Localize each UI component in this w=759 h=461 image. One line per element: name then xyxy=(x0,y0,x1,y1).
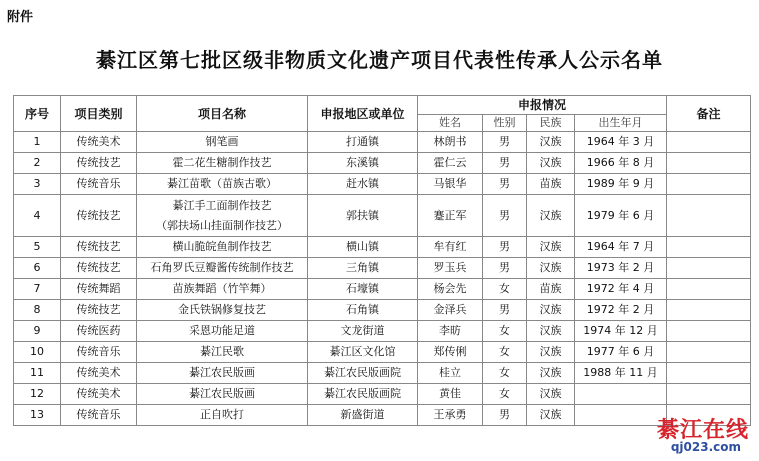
cell-birth: 1964 年 3 月 xyxy=(575,132,667,153)
cell-name: 杨会先 xyxy=(418,279,483,300)
table-row xyxy=(14,321,751,342)
table-row xyxy=(14,363,751,384)
cell-ethnicity: 汉族 xyxy=(527,405,575,426)
cell-no: 3 xyxy=(14,174,61,195)
cell-remarks xyxy=(667,237,751,258)
cell-region: 郭扶镇 xyxy=(308,195,418,237)
cell-name: 马银华 xyxy=(418,174,483,195)
cell-birth: 1974 年 12 月 xyxy=(575,321,667,342)
cell-remarks xyxy=(667,279,751,300)
cell-region: 横山镇 xyxy=(308,237,418,258)
cell-no: 10 xyxy=(14,342,61,363)
cell-ethnicity: 汉族 xyxy=(527,321,575,342)
cell-no: 5 xyxy=(14,237,61,258)
cell-gender: 女 xyxy=(483,321,527,342)
cell-name: 王承勇 xyxy=(418,405,483,426)
table-row xyxy=(14,153,751,174)
table-row xyxy=(14,174,751,195)
cell-region: 石角镇 xyxy=(308,300,418,321)
cell-region: 綦江农民版画院 xyxy=(308,384,418,405)
cell-region: 东溪镇 xyxy=(308,153,418,174)
table-row xyxy=(14,195,751,237)
cell-project: 綦江民歌 xyxy=(137,342,308,363)
cell-remarks xyxy=(667,153,751,174)
cell-birth: 1979 年 6 月 xyxy=(575,195,667,237)
cell-ethnicity: 汉族 xyxy=(527,195,575,237)
cell-birth: 1989 年 9 月 xyxy=(575,174,667,195)
site-watermark xyxy=(621,413,751,457)
cell-category: 传统美术 xyxy=(61,132,137,153)
cell-remarks xyxy=(667,363,751,384)
cell-category: 传统音乐 xyxy=(61,405,137,426)
cell-region: 綦江农民版画院 xyxy=(308,363,418,384)
cell-project: 苗族舞蹈（竹竿舞） xyxy=(137,279,308,300)
cell-name: 桂立 xyxy=(418,363,483,384)
cell-name: 霍仁云 xyxy=(418,153,483,174)
cell-no: 4 xyxy=(14,195,61,237)
cell-name: 金泽兵 xyxy=(418,300,483,321)
cell-no: 8 xyxy=(14,300,61,321)
cell-project: 采恩功能足道 xyxy=(137,321,308,342)
cell-region: 打通镇 xyxy=(308,132,418,153)
cell-project: 钢笔画 xyxy=(137,132,308,153)
cell-category: 传统技艺 xyxy=(61,258,137,279)
cell-no: 11 xyxy=(14,363,61,384)
cell-project xyxy=(137,195,308,237)
cell-region: 三角镇 xyxy=(308,258,418,279)
cell-category: 传统技艺 xyxy=(61,237,137,258)
cell-gender: 男 xyxy=(483,153,527,174)
cell-project: 綦江农民版画 xyxy=(137,363,308,384)
cell-birth: 1972 年 2 月 xyxy=(575,300,667,321)
cell-remarks xyxy=(667,132,751,153)
header-region: 申报地区或单位 xyxy=(308,96,418,132)
cell-project: 正自吹打 xyxy=(137,405,308,426)
header-project: 项目名称 xyxy=(137,96,308,132)
cell-no: 7 xyxy=(14,279,61,300)
cell-remarks xyxy=(667,300,751,321)
cell-no: 12 xyxy=(14,384,61,405)
page-title: 綦江区第七批区级非物质文化遗产项目代表性传承人公示名单 xyxy=(96,48,663,72)
cell-gender: 女 xyxy=(483,279,527,300)
header-name: 姓名 xyxy=(418,115,483,132)
cell-gender: 男 xyxy=(483,237,527,258)
cell-gender: 男 xyxy=(483,258,527,279)
cell-region: 文龙街道 xyxy=(308,321,418,342)
header-ethnicity: 民族 xyxy=(527,115,575,132)
header-no: 序号 xyxy=(14,96,61,132)
cell-project: 綦江农民版画 xyxy=(137,384,308,405)
cell-no: 2 xyxy=(14,153,61,174)
cell-ethnicity: 汉族 xyxy=(527,258,575,279)
cell-name: 郑传俐 xyxy=(418,342,483,363)
cell-name: 黄佳 xyxy=(418,384,483,405)
table-row xyxy=(14,300,751,321)
cell-ethnicity: 汉族 xyxy=(527,384,575,405)
cell-gender: 男 xyxy=(483,405,527,426)
cell-remarks xyxy=(667,258,751,279)
cell-name: 蹇正军 xyxy=(418,195,483,237)
cell-birth: 1977 年 6 月 xyxy=(575,342,667,363)
cell-name: 罗玉兵 xyxy=(418,258,483,279)
cell-region: 赶水镇 xyxy=(308,174,418,195)
cell-category: 传统美术 xyxy=(61,363,137,384)
cell-no: 1 xyxy=(14,132,61,153)
cell-no: 9 xyxy=(14,321,61,342)
cell-birth: 1988 年 11 月 xyxy=(575,363,667,384)
header-birth: 出生年月 xyxy=(575,115,667,132)
cell-project-line1: 綦江手工面制作技艺 xyxy=(172,198,272,212)
cell-birth: 1972 年 4 月 xyxy=(575,279,667,300)
cell-name: 林朗书 xyxy=(418,132,483,153)
cell-project: 霍二花生糖制作技艺 xyxy=(137,153,308,174)
cell-birth: 1973 年 2 月 xyxy=(575,258,667,279)
cell-remarks xyxy=(667,174,751,195)
cell-category: 传统技艺 xyxy=(61,300,137,321)
cell-project: 石角罗氏豆瓣酱传统制作技艺 xyxy=(137,258,308,279)
cell-region: 新盛街道 xyxy=(308,405,418,426)
cell-gender: 女 xyxy=(483,342,527,363)
watermark-url: qj023.com xyxy=(670,440,741,454)
cell-ethnicity: 苗族 xyxy=(527,279,575,300)
cell-ethnicity: 汉族 xyxy=(527,132,575,153)
cell-project: 綦江苗歌（苗族古歌） xyxy=(137,174,308,195)
cell-category: 传统技艺 xyxy=(61,153,137,174)
cell-ethnicity: 汉族 xyxy=(527,237,575,258)
header-declaration: 申报情况 xyxy=(418,96,667,115)
cell-remarks xyxy=(667,384,751,405)
cell-gender: 男 xyxy=(483,132,527,153)
cell-category: 传统美术 xyxy=(61,384,137,405)
cell-ethnicity: 汉族 xyxy=(527,153,575,174)
cell-ethnicity: 汉族 xyxy=(527,300,575,321)
watermark-text: 綦江在线 xyxy=(656,417,749,443)
cell-birth: 1964 年 7 月 xyxy=(575,237,667,258)
cell-no: 6 xyxy=(14,258,61,279)
cell-category: 传统医药 xyxy=(61,321,137,342)
cell-ethnicity: 汉族 xyxy=(527,363,575,384)
cell-category: 传统舞蹈 xyxy=(61,279,137,300)
table-row xyxy=(14,384,751,405)
cell-remarks xyxy=(667,195,751,237)
cell-gender: 男 xyxy=(483,300,527,321)
header-gender: 性别 xyxy=(483,115,527,132)
cell-ethnicity: 苗族 xyxy=(527,174,575,195)
cell-gender: 女 xyxy=(483,363,527,384)
cell-remarks xyxy=(667,342,751,363)
header-category: 项目类别 xyxy=(61,96,137,132)
table-row xyxy=(14,132,751,153)
table-row xyxy=(14,279,751,300)
cell-project: 横山脆皖鱼制作技艺 xyxy=(137,237,308,258)
table-row xyxy=(14,237,751,258)
cell-gender: 男 xyxy=(483,195,527,237)
cell-region: 石壕镇 xyxy=(308,279,418,300)
cell-category: 传统技艺 xyxy=(61,195,137,237)
cell-gender: 女 xyxy=(483,384,527,405)
cell-remarks xyxy=(667,321,751,342)
cell-category: 传统音乐 xyxy=(61,174,137,195)
cell-no: 13 xyxy=(14,405,61,426)
cell-gender: 男 xyxy=(483,174,527,195)
cell-category: 传统音乐 xyxy=(61,342,137,363)
cell-project: 金氏铁锅修复技艺 xyxy=(137,300,308,321)
cell-region: 綦江区文化馆 xyxy=(308,342,418,363)
inheritor-table xyxy=(13,95,751,426)
table-row xyxy=(14,258,751,279)
header-remarks: 备注 xyxy=(667,96,751,132)
cell-ethnicity: 汉族 xyxy=(527,342,575,363)
cell-project-line2: （郭扶场山挂面制作技艺） xyxy=(156,218,288,232)
cell-birth: 1966 年 8 月 xyxy=(575,153,667,174)
cell-birth xyxy=(575,384,667,405)
attachment-label: 附件 xyxy=(7,10,34,25)
cell-name: 牟有红 xyxy=(418,237,483,258)
table-row xyxy=(14,342,751,363)
cell-name: 李昉 xyxy=(418,321,483,342)
